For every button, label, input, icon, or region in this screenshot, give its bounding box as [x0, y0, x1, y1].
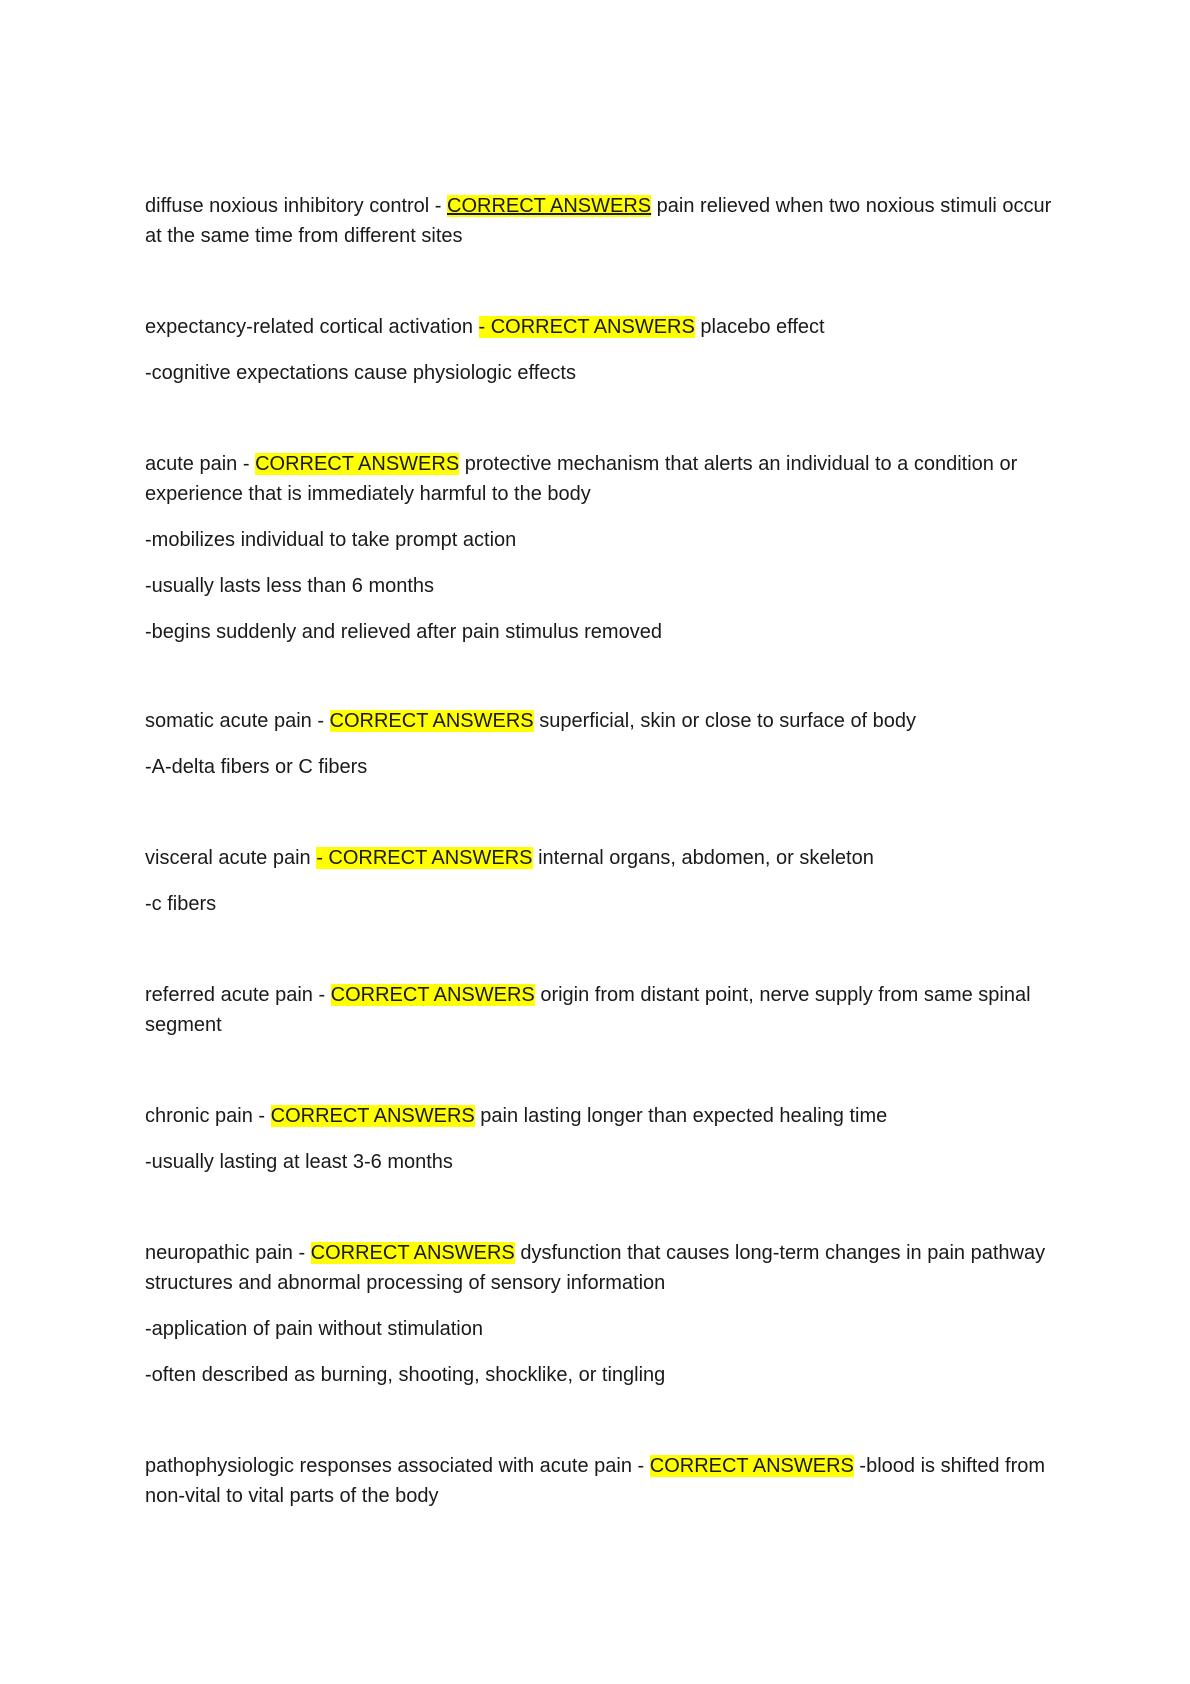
entry-main-line [145, 449, 1065, 509]
entry-main-line [145, 1238, 1065, 1298]
entry-term: referred acute pain - [145, 984, 331, 1006]
correct-answers-tag: - CORRECT ANSWERS [478, 316, 695, 338]
entry-term: somatic acute pain - [145, 710, 330, 732]
correct-answers-tag: CORRECT ANSWERS [255, 453, 460, 475]
entry-bullet: -application of pain without stimulation [145, 1318, 483, 1340]
entry-main-line [145, 1451, 1065, 1511]
entry-definition: placebo effect [694, 316, 825, 338]
entry-bullet: -A-delta fibers or C fibers [145, 756, 368, 778]
entry-main-line [145, 312, 1065, 342]
entry-term: pathophysiologic responses associated with acute pain - [145, 1455, 650, 1477]
correct-answers-tag: CORRECT ANSWERS [310, 1242, 515, 1264]
entry-neuropathic-pain [145, 1238, 1065, 1390]
entry-term: chronic pain - [145, 1105, 271, 1127]
entry-main-line [145, 1101, 1065, 1131]
entry-definition: pain lasting longer than expected healing time [474, 1105, 888, 1127]
entry-term: visceral acute pain [145, 847, 317, 869]
entry-main-line [145, 191, 1065, 251]
entry-definition: dysfunction that causes long-term changes in pain pathway structures and abnormal processing of sensory information [145, 1242, 1046, 1294]
entry-main-line [145, 980, 1065, 1040]
entry-term: expectancy-related cortical activation [145, 316, 479, 338]
entry-bullet: -often described as burning, shooting, shocklike, or tingling [145, 1364, 666, 1386]
entry-bullet: -c fibers [145, 893, 217, 915]
entry-pathophysiologic-responses [145, 1451, 1065, 1511]
correct-answers-tag: CORRECT ANSWERS [329, 710, 534, 732]
entry-somatic-acute-pain [145, 706, 1065, 782]
entry-chronic-pain [145, 1101, 1065, 1177]
correct-answers-tag: CORRECT ANSWERS [447, 195, 652, 217]
entry-definition: pain relieved when two noxious stimuli occur at the same time from different sites [145, 195, 1052, 247]
entry-definition: protective mechanism that alerts an individual to a condition or experience that is immediately harmful to the body [145, 453, 1018, 505]
entry-term: acute pain - [145, 453, 256, 475]
entry-bullet: -cognitive expectations cause physiologic effects [145, 362, 576, 384]
entry-acute-pain [145, 449, 1065, 647]
entry-term: neuropathic pain - [145, 1242, 311, 1264]
entry-definition: origin from distant point, nerve supply from same spinal segment [145, 984, 1031, 1036]
entry-main-line [145, 843, 1065, 873]
entry-visceral-acute-pain [145, 843, 1065, 919]
entry-term: diffuse noxious inhibitory control - [145, 195, 448, 217]
correct-answers-tag: CORRECT ANSWERS [270, 1105, 475, 1127]
entry-referred-acute-pain [145, 980, 1065, 1040]
entry-bullet: -begins suddenly and relieved after pain stimulus removed [145, 621, 662, 643]
entry-bullet: -usually lasting at least 3-6 months [145, 1151, 453, 1173]
entry-bullet: -usually lasts less than 6 months [145, 575, 435, 597]
entry-definition: superficial, skin or close to surface of body [533, 710, 917, 732]
entry-main-line [145, 706, 1065, 736]
entry-expectancy-related-cortical-activation [145, 312, 1065, 388]
entry-definition: -blood is shifted from non-vital to vital parts of the body [145, 1455, 1046, 1507]
entry-bullet: -mobilizes individual to take prompt action [145, 529, 517, 551]
correct-answers-tag: CORRECT ANSWERS [649, 1455, 854, 1477]
entry-definition: internal organs, abdomen, or skeleton [532, 847, 874, 869]
correct-answers-tag: CORRECT ANSWERS [330, 984, 535, 1006]
entry-diffuse-noxious-inhibitory-control [145, 191, 1065, 251]
correct-answers-tag: - CORRECT ANSWERS [316, 847, 533, 869]
